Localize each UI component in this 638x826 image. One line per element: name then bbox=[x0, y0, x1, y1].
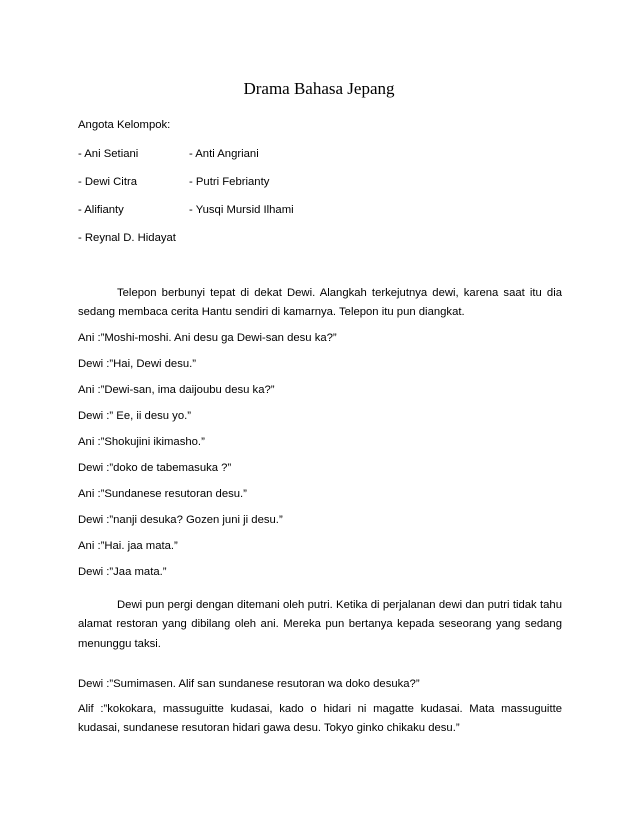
narration-text: Dewi pun pergi dengan ditemani oleh putri. Ketika di perjalanan dewi dan putri tidak tahu alamat restoran yang dibilang oleh ani. Mereka pun bertanya kepada seseorang yang sedang menunggu taksi. bbox=[78, 599, 562, 650]
narration-paragraph bbox=[78, 596, 562, 654]
dialogue-line: Ani :”Hai. jaa mata.” bbox=[78, 540, 178, 552]
member-name: - Dewi Citra bbox=[78, 176, 137, 188]
dialogue-line: Ani :”Sundanese resutoran desu.” bbox=[78, 488, 247, 500]
group-label: Angota Kelompok: bbox=[78, 119, 171, 131]
member-name: - Ani Setiani bbox=[78, 148, 139, 160]
dialogue-paragraph: Alif :”kokokara, massuguitte kudasai, kado o hidari ni magatte kudasai. Mata massuguitte kudasai, sundanese resutoran hidari gawa desu. Tokyo ginko chikaku desu.” bbox=[78, 703, 562, 735]
intro-text: Telepon berbunyi tepat di dekat Dewi. Alangkah terkejutnya dewi, karena saat itu dia sedang membaca cerita Hantu sendiri di kamarnya. Telepon itu pun diangkat. bbox=[78, 287, 562, 319]
dialogue-line: Dewi :”Jaa mata.” bbox=[78, 566, 167, 578]
dialogue-line: Ani :”Dewi-san, ima daijoubu desu ka?” bbox=[78, 384, 275, 396]
dialogue-line: Dewi :”doko de tabemasuka ?” bbox=[78, 462, 232, 474]
dialogue-line: Dewi :”nanji desuka? Gozen juni ji desu.” bbox=[78, 514, 283, 526]
dialogue-line: Ani :”Moshi-moshi. Ani desu ga Dewi-san desu ka?” bbox=[78, 332, 337, 344]
dialogue-line: Dewi :” Ee, ii desu yo.” bbox=[78, 410, 192, 422]
intro-paragraph bbox=[78, 284, 562, 323]
member-name: - Alifianty bbox=[78, 204, 124, 216]
dialogue-line: Dewi :”Sumimasen. Alif san sundanese resutoran wa doko desuka?” bbox=[78, 678, 420, 690]
member-name: - Yusqi Mursid Ilhami bbox=[189, 204, 294, 216]
document-title: Drama Bahasa Jepang bbox=[243, 79, 395, 98]
member-name: - Putri Febrianty bbox=[189, 176, 270, 188]
member-name: - Reynal D. Hidayat bbox=[78, 232, 176, 244]
dialogue-line: Ani :”Shokujini ikimasho.” bbox=[78, 436, 205, 448]
dialogue-line: Dewi :”Hai, Dewi desu.” bbox=[78, 358, 197, 370]
member-name: - Anti Angriani bbox=[189, 148, 259, 160]
